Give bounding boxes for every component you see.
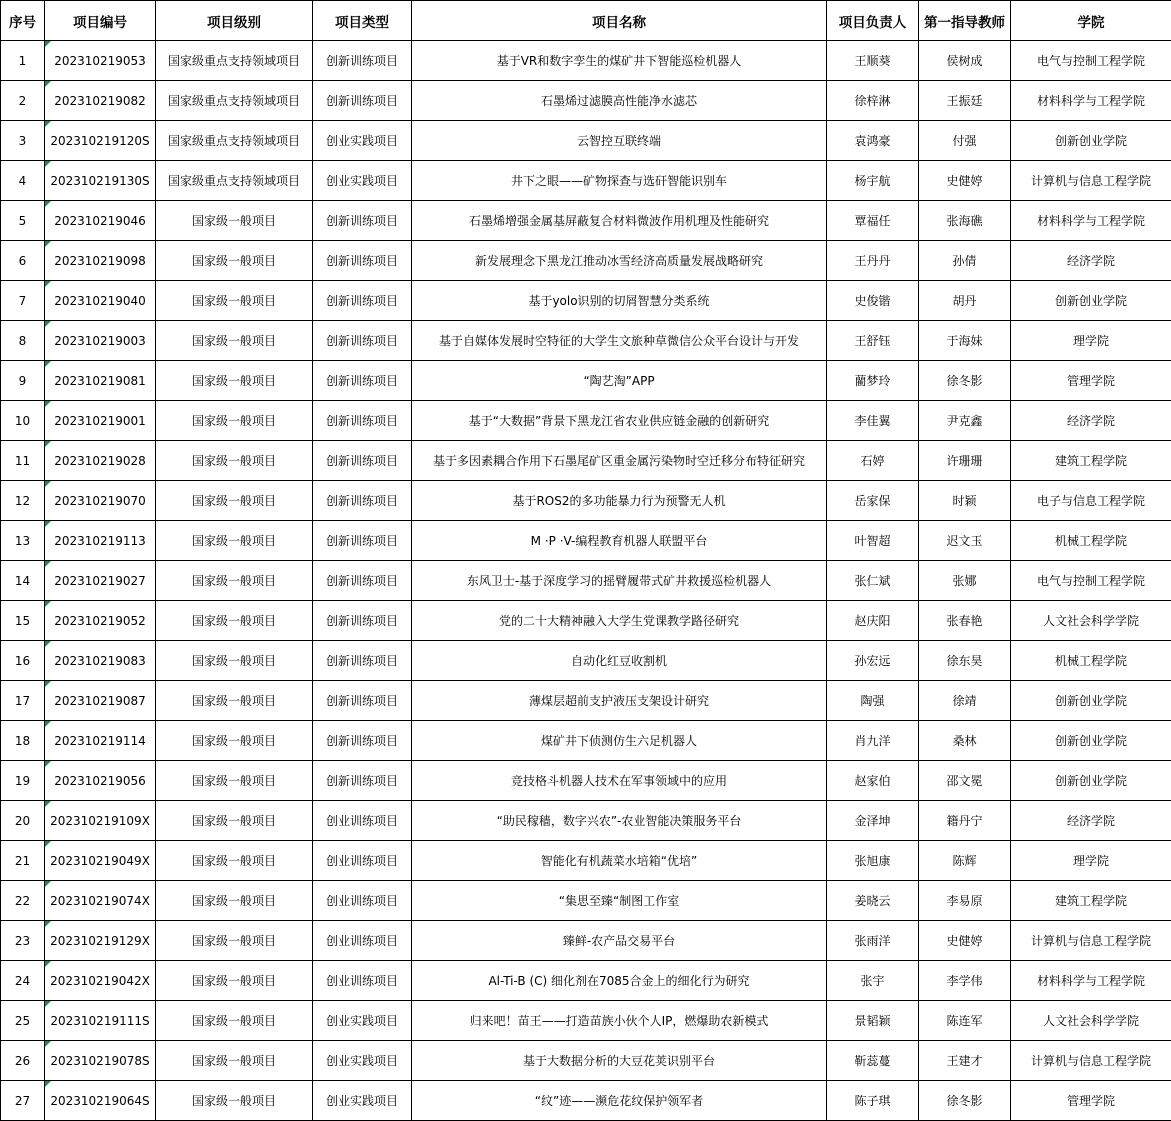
cell-college: 建筑工程学院: [1011, 881, 1171, 921]
cell-no: 21: [1, 841, 45, 881]
cell-first-teacher: 张春艳: [919, 601, 1011, 641]
col-header-level: 项目级别: [156, 1, 313, 41]
cell-project-type: 创业训练项目: [313, 881, 412, 921]
cell-project-leader: 靳蕊蔓: [827, 1041, 919, 1081]
table-row: [1, 241, 1171, 281]
cell-project-type: 创新训练项目: [313, 681, 412, 721]
cell-project-level: 国家级重点支持领域项目: [156, 121, 313, 161]
cell-project-level: 国家级一般项目: [156, 241, 313, 281]
cell-project-type: 创新训练项目: [313, 721, 412, 761]
cell-project-code: 202310219130S: [45, 161, 156, 201]
cell-project-level: 国家级一般项目: [156, 881, 313, 921]
cell-first-teacher: 王建才: [919, 1041, 1011, 1081]
cell-college: 创新创业学院: [1011, 761, 1171, 801]
cell-project-level: 国家级一般项目: [156, 721, 313, 761]
cell-project-level: 国家级一般项目: [156, 401, 313, 441]
cell-project-code: 202310219070: [45, 481, 156, 521]
cell-college: 创新创业学院: [1011, 721, 1171, 761]
cell-college: 管理学院: [1011, 361, 1171, 401]
cell-project-type: 创业实践项目: [313, 1001, 412, 1041]
cell-project-type: 创新训练项目: [313, 401, 412, 441]
cell-project-type: 创新训练项目: [313, 481, 412, 521]
cell-college: 人文社会科学学院: [1011, 1001, 1171, 1041]
cell-first-teacher: 徐冬影: [919, 1081, 1011, 1121]
cell-no: 23: [1, 921, 45, 961]
cell-first-teacher: 邵文冕: [919, 761, 1011, 801]
cell-project-code: 202310219053: [45, 41, 156, 81]
table-row: [1, 481, 1171, 521]
cell-project-leader: 金泽坤: [827, 801, 919, 841]
table-row: [1, 921, 1171, 961]
cell-project-level: 国家级一般项目: [156, 961, 313, 1001]
cell-project-name: 基于yolo识别的切屑智慧分类系统: [412, 281, 827, 321]
cell-project-name: 新发展理念下黑龙江推动冰雪经济高质量发展战略研究: [412, 241, 827, 281]
cell-project-leader: 肖九洋: [827, 721, 919, 761]
table-row: [1, 81, 1171, 121]
cell-project-name: “集思至臻“制图工作室: [412, 881, 827, 921]
cell-project-code: 202310219081: [45, 361, 156, 401]
table-row: [1, 121, 1171, 161]
cell-project-leader: 王丹丹: [827, 241, 919, 281]
cell-project-code: 202310219113: [45, 521, 156, 561]
cell-college: 建筑工程学院: [1011, 441, 1171, 481]
cell-project-leader: 藺梦玲: [827, 361, 919, 401]
cell-project-code: 202310219078S: [45, 1041, 156, 1081]
cell-project-name: “助民稼穑，数字兴农”-农业智能决策服务平台: [412, 801, 827, 841]
cell-college: 经济学院: [1011, 241, 1171, 281]
cell-college: 计算机与信息工程学院: [1011, 921, 1171, 961]
table-row: [1, 961, 1171, 1001]
cell-project-level: 国家级一般项目: [156, 361, 313, 401]
cell-project-name: 基于VR和数字孪生的煤矿井下智能巡检机器人: [412, 41, 827, 81]
cell-no: 25: [1, 1001, 45, 1041]
cell-college: 人文社会科学学院: [1011, 601, 1171, 641]
cell-project-code: 202310219083: [45, 641, 156, 681]
cell-project-name: M ·P ·V-编程教育机器人联盟平台: [412, 521, 827, 561]
cell-no: 24: [1, 961, 45, 1001]
cell-project-name: 基于多因素耦合作用下石墨尾矿区重金属污染物时空迁移分布特征研究: [412, 441, 827, 481]
cell-project-level: 国家级一般项目: [156, 801, 313, 841]
cell-college: 机械工程学院: [1011, 641, 1171, 681]
cell-first-teacher: 孙倩: [919, 241, 1011, 281]
cell-no: 3: [1, 121, 45, 161]
cell-project-code: 202310219003: [45, 321, 156, 361]
cell-first-teacher: 徐东昊: [919, 641, 1011, 681]
cell-project-leader: 张宇: [827, 961, 919, 1001]
cell-project-level: 国家级一般项目: [156, 281, 313, 321]
cell-project-leader: 史俊锴: [827, 281, 919, 321]
cell-project-name: 归来吧！苗王——打造苗族小伙个人IP，燃爆助农新模式: [412, 1001, 827, 1041]
cell-project-level: 国家级一般项目: [156, 1081, 313, 1121]
cell-project-level: 国家级重点支持领域项目: [156, 81, 313, 121]
cell-project-code: 202310219027: [45, 561, 156, 601]
cell-project-level: 国家级重点支持领域项目: [156, 41, 313, 81]
cell-project-code: 202310219120S: [45, 121, 156, 161]
table-row: [1, 361, 1171, 401]
cell-college: 创新创业学院: [1011, 281, 1171, 321]
cell-project-type: 创新训练项目: [313, 761, 412, 801]
cell-college: 创新创业学院: [1011, 121, 1171, 161]
cell-project-leader: 岳家保: [827, 481, 919, 521]
cell-project-level: 国家级一般项目: [156, 201, 313, 241]
cell-no: 22: [1, 881, 45, 921]
cell-project-type: 创新训练项目: [313, 441, 412, 481]
header-row: [1, 1, 1171, 41]
cell-college: 理学院: [1011, 321, 1171, 361]
table-row: [1, 641, 1171, 681]
cell-first-teacher: 于海妹: [919, 321, 1011, 361]
table-body: [1, 41, 1171, 1121]
cell-project-level: 国家级一般项目: [156, 1041, 313, 1081]
cell-project-leader: 袁鸿豪: [827, 121, 919, 161]
cell-project-level: 国家级一般项目: [156, 761, 313, 801]
cell-project-type: 创新训练项目: [313, 41, 412, 81]
cell-project-code: 202310219129X: [45, 921, 156, 961]
cell-no: 5: [1, 201, 45, 241]
cell-project-code: 202310219111S: [45, 1001, 156, 1041]
cell-project-leader: 景韬颖: [827, 1001, 919, 1041]
cell-project-type: 创新训练项目: [313, 601, 412, 641]
cell-project-code: 202310219040: [45, 281, 156, 321]
table-row: [1, 161, 1171, 201]
cell-no: 15: [1, 601, 45, 641]
table-row: [1, 281, 1171, 321]
cell-project-name: “陶艺淘”APP: [412, 361, 827, 401]
cell-project-name: 基于ROS2的多功能暴力行为预警无人机: [412, 481, 827, 521]
cell-project-leader: 孙宏远: [827, 641, 919, 681]
cell-project-type: 创业训练项目: [313, 841, 412, 881]
cell-no: 18: [1, 721, 45, 761]
cell-project-code: 202310219087: [45, 681, 156, 721]
cell-project-name: 薄煤层超前支护液压支架设计研究: [412, 681, 827, 721]
cell-project-type: 创新训练项目: [313, 561, 412, 601]
cell-no: 26: [1, 1041, 45, 1081]
cell-project-code: 202310219064S: [45, 1081, 156, 1121]
cell-project-name: 臻鲜-农产品交易平台: [412, 921, 827, 961]
cell-college: 电气与控制工程学院: [1011, 41, 1171, 81]
cell-project-type: 创新训练项目: [313, 201, 412, 241]
cell-no: 12: [1, 481, 45, 521]
cell-first-teacher: 王振廷: [919, 81, 1011, 121]
cell-first-teacher: 付强: [919, 121, 1011, 161]
table-row: [1, 1041, 1171, 1081]
table-row: [1, 41, 1171, 81]
cell-no: 9: [1, 361, 45, 401]
cell-project-leader: 张雨洋: [827, 921, 919, 961]
cell-no: 7: [1, 281, 45, 321]
cell-first-teacher: 徐靖: [919, 681, 1011, 721]
col-header-college: 学院: [1011, 1, 1171, 41]
table-row: [1, 881, 1171, 921]
cell-project-code: 202310219028: [45, 441, 156, 481]
cell-no: 20: [1, 801, 45, 841]
table-row: [1, 761, 1171, 801]
cell-project-level: 国家级一般项目: [156, 681, 313, 721]
cell-first-teacher: 张娜: [919, 561, 1011, 601]
cell-first-teacher: 史健婷: [919, 921, 1011, 961]
cell-first-teacher: 胡丹: [919, 281, 1011, 321]
cell-project-name: 基于“大数据”背景下黑龙江省农业供应链金融的创新研究: [412, 401, 827, 441]
cell-first-teacher: 李易原: [919, 881, 1011, 921]
cell-project-type: 创新训练项目: [313, 321, 412, 361]
cell-project-type: 创业训练项目: [313, 961, 412, 1001]
cell-project-leader: 张仁斌: [827, 561, 919, 601]
cell-first-teacher: 侯树成: [919, 41, 1011, 81]
cell-project-type: 创业实践项目: [313, 1081, 412, 1121]
col-header-leader: 项目负责人: [827, 1, 919, 41]
cell-project-level: 国家级一般项目: [156, 521, 313, 561]
cell-college: 创新创业学院: [1011, 681, 1171, 721]
cell-project-name: Al-Ti-B (C) 细化剂在7085合金上的细化行为研究: [412, 961, 827, 1001]
table-row: [1, 841, 1171, 881]
cell-project-leader: 赵家伯: [827, 761, 919, 801]
cell-first-teacher: 桑林: [919, 721, 1011, 761]
cell-project-leader: 陶强: [827, 681, 919, 721]
cell-project-type: 创新训练项目: [313, 281, 412, 321]
cell-college: 计算机与信息工程学院: [1011, 161, 1171, 201]
cell-no: 16: [1, 641, 45, 681]
cell-project-leader: 叶智超: [827, 521, 919, 561]
table-row: [1, 1001, 1171, 1041]
cell-college: 管理学院: [1011, 1081, 1171, 1121]
table-row: [1, 321, 1171, 361]
cell-project-level: 国家级一般项目: [156, 441, 313, 481]
cell-project-type: 创新训练项目: [313, 81, 412, 121]
cell-college: 材料科学与工程学院: [1011, 961, 1171, 1001]
cell-project-leader: 王顺葵: [827, 41, 919, 81]
cell-college: 电气与控制工程学院: [1011, 561, 1171, 601]
col-header-type: 项目类型: [313, 1, 412, 41]
cell-no: 6: [1, 241, 45, 281]
cell-college: 理学院: [1011, 841, 1171, 881]
col-header-name: 项目名称: [412, 1, 827, 41]
cell-college: 机械工程学院: [1011, 521, 1171, 561]
cell-project-leader: 徐梓淋: [827, 81, 919, 121]
cell-project-code: 202310219052: [45, 601, 156, 641]
col-header-no: 序号: [1, 1, 45, 41]
cell-no: 8: [1, 321, 45, 361]
table-row: [1, 721, 1171, 761]
cell-project-type: 创业实践项目: [313, 121, 412, 161]
cell-first-teacher: 史健婷: [919, 161, 1011, 201]
cell-no: 13: [1, 521, 45, 561]
cell-project-level: 国家级一般项目: [156, 481, 313, 521]
cell-no: 14: [1, 561, 45, 601]
table-row: [1, 201, 1171, 241]
cell-project-type: 创业实践项目: [313, 1041, 412, 1081]
cell-project-leader: 张旭康: [827, 841, 919, 881]
table-row: [1, 801, 1171, 841]
cell-project-name: 井下之眼——矿物探查与选矸智能识别车: [412, 161, 827, 201]
cell-project-leader: 赵庆阳: [827, 601, 919, 641]
cell-project-level: 国家级一般项目: [156, 641, 313, 681]
cell-first-teacher: 尹克鑫: [919, 401, 1011, 441]
cell-project-name: 云智控互联终端: [412, 121, 827, 161]
table-row: [1, 1081, 1171, 1121]
cell-project-code: 202310219082: [45, 81, 156, 121]
cell-no: 10: [1, 401, 45, 441]
cell-college: 计算机与信息工程学院: [1011, 1041, 1171, 1081]
cell-no: 19: [1, 761, 45, 801]
cell-project-leader: 覃福任: [827, 201, 919, 241]
cell-college: 材料科学与工程学院: [1011, 81, 1171, 121]
cell-project-leader: 石婷: [827, 441, 919, 481]
cell-first-teacher: 陈辉: [919, 841, 1011, 881]
cell-project-type: 创业训练项目: [313, 921, 412, 961]
cell-college: 经济学院: [1011, 401, 1171, 441]
table-row: [1, 561, 1171, 601]
cell-project-leader: 李佳翼: [827, 401, 919, 441]
cell-project-name: 基于自媒体发展时空特征的大学生文旅种草微信公众平台设计与开发: [412, 321, 827, 361]
cell-project-level: 国家级一般项目: [156, 841, 313, 881]
cell-project-level: 国家级重点支持领域项目: [156, 161, 313, 201]
cell-project-name: 党的二十大精神融入大学生党课教学路径研究: [412, 601, 827, 641]
cell-first-teacher: 迟文玉: [919, 521, 1011, 561]
cell-no: 1: [1, 41, 45, 81]
table-row: [1, 521, 1171, 561]
table-row: [1, 601, 1171, 641]
cell-project-type: 创新训练项目: [313, 641, 412, 681]
cell-project-level: 国家级一般项目: [156, 601, 313, 641]
cell-first-teacher: 许珊珊: [919, 441, 1011, 481]
cell-no: 27: [1, 1081, 45, 1121]
cell-project-level: 国家级一般项目: [156, 1001, 313, 1041]
cell-first-teacher: 徐冬影: [919, 361, 1011, 401]
cell-project-code: 202310219109X: [45, 801, 156, 841]
cell-first-teacher: 籍丹宁: [919, 801, 1011, 841]
cell-no: 11: [1, 441, 45, 481]
cell-no: 17: [1, 681, 45, 721]
table-row: [1, 681, 1171, 721]
cell-project-leader: 姜晓云: [827, 881, 919, 921]
cell-project-level: 国家级一般项目: [156, 921, 313, 961]
cell-project-code: 202310219001: [45, 401, 156, 441]
cell-college: 材料科学与工程学院: [1011, 201, 1171, 241]
cell-project-type: 创业训练项目: [313, 801, 412, 841]
cell-first-teacher: 陈连军: [919, 1001, 1011, 1041]
cell-project-type: 创新训练项目: [313, 361, 412, 401]
cell-project-name: 煤矿井下侦测仿生六足机器人: [412, 721, 827, 761]
cell-project-leader: 陈子琪: [827, 1081, 919, 1121]
cell-project-name: 智能化有机蔬菜水培箱“优培”: [412, 841, 827, 881]
cell-project-name: “纹”迹——濒危花纹保护领军者: [412, 1081, 827, 1121]
cell-project-name: 自动化红豆收割机: [412, 641, 827, 681]
cell-project-code: 202310219046: [45, 201, 156, 241]
cell-first-teacher: 李学伟: [919, 961, 1011, 1001]
cell-college: 电子与信息工程学院: [1011, 481, 1171, 521]
col-header-teacher: 第一指导教师: [919, 1, 1011, 41]
cell-college: 经济学院: [1011, 801, 1171, 841]
cell-project-code: 202310219042X: [45, 961, 156, 1001]
cell-no: 4: [1, 161, 45, 201]
cell-project-code: 202310219056: [45, 761, 156, 801]
cell-project-code: 202310219114: [45, 721, 156, 761]
cell-no: 2: [1, 81, 45, 121]
cell-project-code: 202310219074X: [45, 881, 156, 921]
cell-first-teacher: 张海礁: [919, 201, 1011, 241]
table-row: [1, 441, 1171, 481]
cell-project-type: 创新训练项目: [313, 521, 412, 561]
col-header-code: 项目编号: [45, 1, 156, 41]
cell-project-leader: 杨宇航: [827, 161, 919, 201]
cell-project-level: 国家级一般项目: [156, 561, 313, 601]
cell-project-code: 202310219098: [45, 241, 156, 281]
cell-project-code: 202310219049X: [45, 841, 156, 881]
cell-project-level: 国家级一般项目: [156, 321, 313, 361]
cell-project-name: 石墨烯过滤膜高性能净水滤芯: [412, 81, 827, 121]
cell-project-name: 基于大数据分析的大豆花荚识别平台: [412, 1041, 827, 1081]
cell-first-teacher: 时颖: [919, 481, 1011, 521]
cell-project-type: 创业实践项目: [313, 161, 412, 201]
cell-project-name: 竞技格斗机器人技术在军事领域中的应用: [412, 761, 827, 801]
cell-project-name: 石墨烯增强金属基屏蔽复合材料微波作用机理及性能研究: [412, 201, 827, 241]
table-row: [1, 401, 1171, 441]
cell-project-type: 创新训练项目: [313, 241, 412, 281]
cell-project-name: 东风卫士-基于深度学习的摇臂履带式矿井救援巡检机器人: [412, 561, 827, 601]
cell-project-leader: 王舒钰: [827, 321, 919, 361]
